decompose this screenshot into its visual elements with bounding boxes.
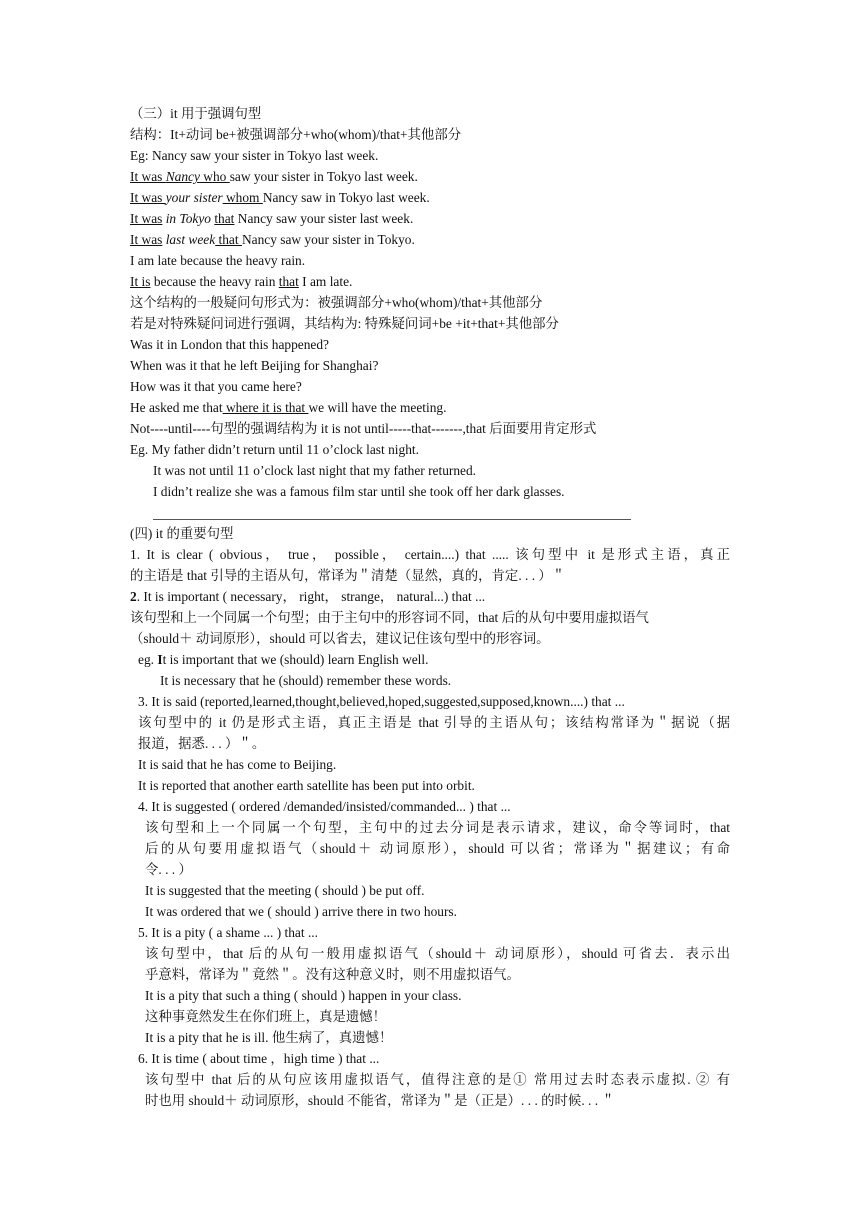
relative-word: that (214, 211, 235, 226)
pattern-5-example-1: It is a pity that such a thing ( should ) happen in your class. (145, 988, 462, 1003)
relative-word: that (278, 274, 299, 289)
pattern-5-line-2: 该句型中，that 后的从句一般用虚拟语气（should＋ 动词原形），should 可省去．表示出 (145, 946, 730, 961)
emphasized-part: because the heavy rain (150, 274, 279, 289)
pattern-2-line-1 (130, 588, 485, 606)
section-4-heading: (四) it 的重要句型 (130, 526, 234, 541)
it-was-fragment: It was (130, 232, 163, 247)
emphasized-part: last week (162, 232, 216, 247)
emphasized-part: in Tokyo (162, 211, 215, 226)
pattern-1-line-2: 的主语是 that 引导的主语从句，常译为＂清楚（显然，真的，肯定. . . ）＂ (130, 568, 566, 583)
pattern-5-example-2: It is a pity that he is ill. 他生病了，真遗憾！ (145, 1030, 393, 1045)
pattern-4-example-2: It was ordered that we ( should ) arrive there in two hours. (145, 904, 457, 919)
pattern-4-line-3: 后的从句要用虚拟语气（should＋ 动词原形），should 可以省；常译为＂据建议；有命 (145, 841, 730, 856)
pattern-2-example-1 (138, 651, 428, 669)
pattern-4-line-4: 令. . . ） (145, 862, 192, 877)
it-was-fragment: It was (130, 190, 166, 205)
example-emphasis-1 (130, 168, 418, 186)
rest-of-sentence: Nancy saw in Tokyo last week. (262, 190, 430, 205)
example-line: Eg: Nancy saw your sister in Tokyo last week. (130, 148, 379, 163)
pattern-2-line-2: 该句型和上一个同属一个句型；由于主句中的形容词不同，that 后的从句中要用虚拟语气 (130, 610, 649, 625)
not-until-rewrite-2: I didn’t realize she was a famous film star until she took off her dark glasses. (153, 484, 565, 499)
question-example-2: When was it that he left Beijing for Shanghai? (130, 358, 379, 373)
not-until-rule: Not----until----句型的强调结构为 it is not until-----that-------,that 后面要用肯定形式 (130, 421, 597, 436)
rest-of-sentence: Nancy saw your sister last week. (234, 211, 414, 226)
pattern-3-example-2: It is reported that another earth satellite has been put into orbit. (138, 778, 475, 793)
late-sentence: I am late because the heavy rain. (130, 253, 306, 268)
bold-letter: I (157, 652, 163, 667)
not-until-example: Eg. My father didn’t return until 11 o’clock last night. (130, 442, 419, 457)
question-example-1: Was it in London that this happened? (130, 337, 329, 352)
relative-word: who (199, 169, 230, 184)
pattern-4-example-1: It is suggested that the meeting ( should ) be put off. (145, 883, 425, 898)
rest-of-sentence: saw your sister in Tokyo last week. (229, 169, 418, 184)
question-example-4 (130, 399, 446, 417)
pattern-3-line-3: 报道，据悉. . . ）＂。 (138, 736, 266, 751)
rest-of-sentence: I am late. (298, 274, 353, 289)
section-3-heading: （三）it 用于强调句型 (130, 106, 262, 121)
pattern-3-line-2: 该句型中的 it 仍是形式主语，真正主语是 that 引导的主语从句；该结构常译为＂据说（据 (138, 715, 730, 730)
not-until-rewrite-1: It was not until 11 o’clock last night that my father returned. (153, 463, 477, 478)
general-question-rule: 这个结构的一般疑问句形式为：被强调部分+who(whom)/that+其他部分 (130, 295, 543, 310)
example-text: t is important that we (should) learn English well. (162, 652, 429, 667)
question-example-3: How was it that you came here? (130, 379, 302, 394)
example-emphasis-4 (130, 231, 415, 249)
rest-of-sentence: Nancy saw your sister in Tokyo. (241, 232, 415, 247)
relative-word: whom (222, 190, 263, 205)
it-is-fragment: It is (130, 274, 151, 289)
structure-line: 结构：It+动词 be+被强调部分+who(whom)/that+其他部分 (130, 127, 462, 142)
relative-word: that (215, 232, 242, 247)
pattern-2-line-3: （should＋ 动词原形），should 可以省去，建议记住该句型中的形容词。 (130, 631, 550, 646)
emphasized-part: Nancy (165, 169, 200, 184)
example-emphasis-2 (130, 189, 430, 207)
pattern-4-line-1: 4. It is suggested ( ordered /demanded/insisted/commanded... ) that ... (138, 799, 511, 814)
pattern-5-line-1: 5. It is a pity ( a shame ... ) that ... (138, 925, 318, 940)
late-sentence-emphasis (130, 273, 352, 291)
it-was-fragment: It was (130, 169, 166, 184)
pattern-5-example-1-translation: 这种事竟然发生在你们班上，真是遗憾！ (145, 1009, 387, 1024)
pattern-6-line-2: 该句型中 that 后的从句应该用虚拟语气，值得注意的是① 常用过去时态表示虚拟. ② 有 (145, 1072, 730, 1087)
example-emphasis-3 (130, 210, 413, 228)
pattern-3-line-1: 3. It is said (reported,learned,thought,believed,hoped,suggested,supposed,known....) that ... (138, 694, 625, 709)
emphasized-part: your sister (165, 190, 223, 205)
pattern-6-line-3: 时也用 should＋ 动词原形，should 不能省，常译为＂是（正是）. . . 的时候. . . ＂ (145, 1093, 615, 1108)
divider-line (153, 519, 631, 520)
emphasized-part: where it is that (222, 400, 309, 415)
special-question-rule: 若是对特殊疑问词进行强调，其结构为: 特殊疑问词+be +it+that+其他部分 (130, 316, 559, 331)
pattern-6-line-1: 6. It is time ( about time ，high time ) that ... (138, 1051, 380, 1066)
pattern-1-line-1: 1. It is clear ( obvious， true， possible， certain....) that ..... 该句型中 it 是形式主语，真正 (130, 547, 730, 562)
pattern-text: . It is important ( necessary， right， strange， natural...) that ... (136, 589, 486, 604)
pattern-5-line-3: 乎意料，常译为＂竟然＂。没有这种意义时，则不用虚拟语气。 (145, 967, 520, 982)
it-was-fragment: It was (130, 211, 163, 226)
pattern-4-line-2: 该句型和上一个同属一个句型，主句中的过去分词是表示请求，建议，命令等词时，that (145, 820, 730, 835)
lead-in: He asked me that (130, 400, 223, 415)
eg-prefix: eg. (138, 652, 158, 667)
pattern-number: 2 (130, 589, 137, 604)
pattern-2-example-2: It is necessary that he (should) remember these words. (160, 673, 452, 688)
rest-of-sentence: we will have the meeting. (308, 400, 447, 415)
pattern-3-example-1: It is said that he has come to Beijing. (138, 757, 337, 772)
